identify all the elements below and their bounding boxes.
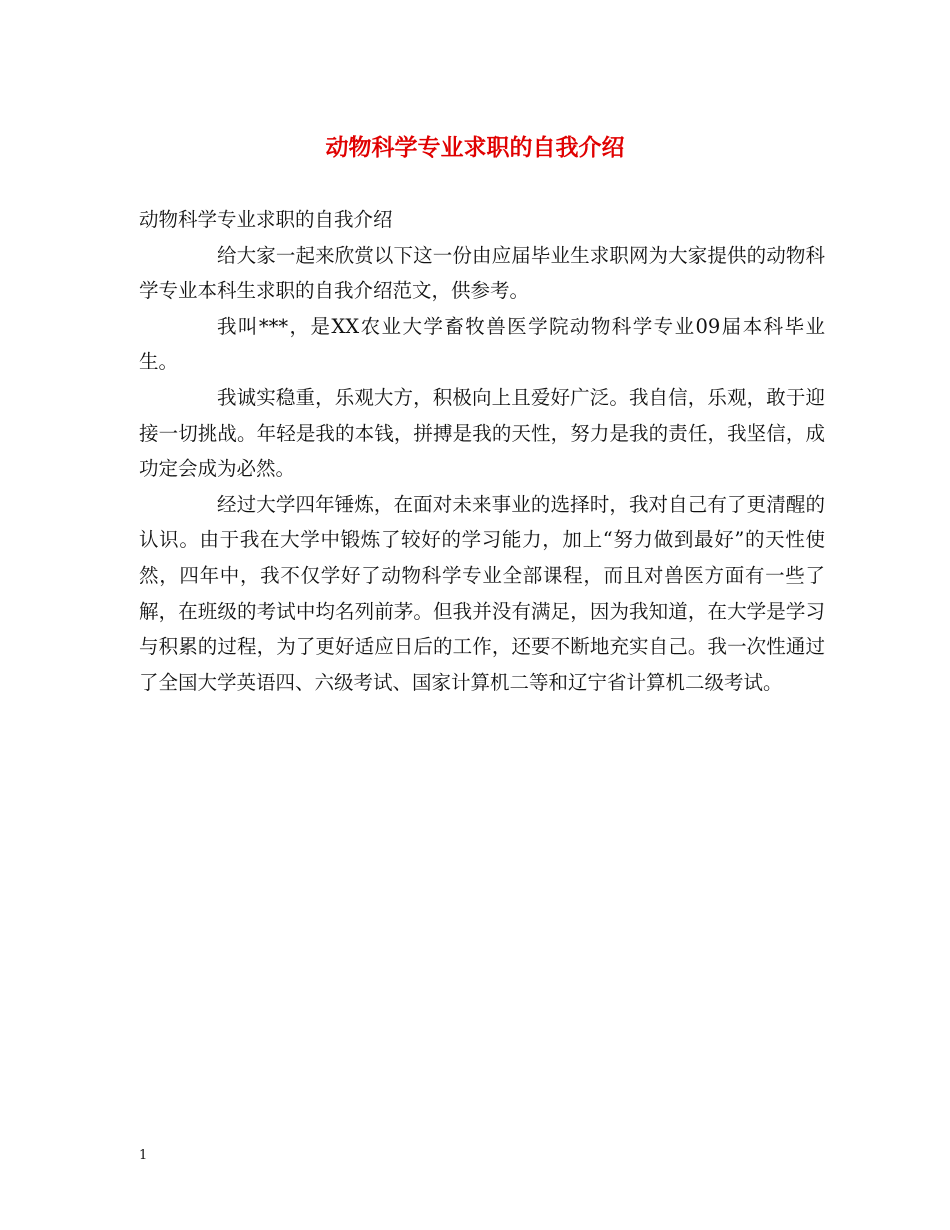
document-body	[139, 202, 825, 700]
document-title: 动物科学专业求职的自我介绍	[325, 134, 625, 161]
page-number: 1	[139, 1148, 148, 1163]
document-subtitle: 动物科学专业求职的自我介绍	[139, 208, 393, 231]
paragraph-intro: 给大家一起来欣赏以下这一份由应届毕业生求职网为大家提供的动物科学专业本科生求职的自我介绍范文，供参考。	[139, 243, 825, 303]
paragraph-personality: 我诚实稳重，乐观大方，积极向上且爱好广泛。我自信，乐观，敢于迎接一切挑战。年轻是我的本钱，拼搏是我的天性，努力是我的责任，我坚信，成功定会成为必然。	[139, 385, 825, 481]
paragraph-education: 经过大学四年锤炼，在面对未来事业的选择时，我对自己有了更清醒的认识。由于我在大学中锻炼了较好的学习能力，加上“努力做到最好”的天性使然，四年中，我不仅学好了动物科学专业全部课程，而且对兽医方面有一些了解，在班级的考试中均名列前茅。但我并没有满足，因为我知道，在大学是学习与积累的过程，为了更好适应日后的工作，还要不断地充实自己。我一次性通过了全国大学英语四、六级考试、国家计算机二等和辽宁省计算机二级考试。	[139, 492, 825, 694]
paragraph-name: 我叫***，是XX农业大学畜牧兽医学院动物科学专业09届本科毕业生。	[139, 314, 825, 374]
